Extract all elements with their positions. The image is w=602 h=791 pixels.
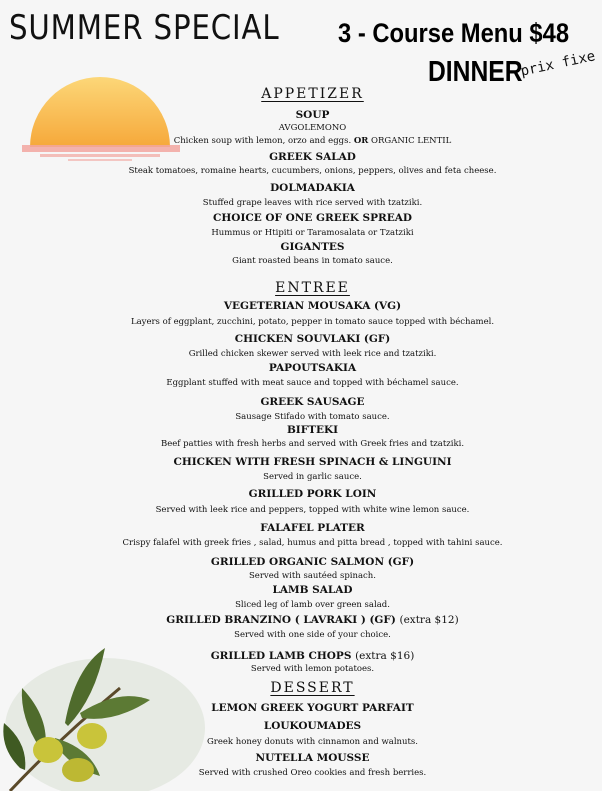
section-entree: ENTREE [275,280,350,296]
entree-grilled-branzino-extra: (extra $12) [399,614,459,626]
dessert-nutella-mousse: NUTELLA MOUSSE [255,752,370,764]
entree-greek-sausage: GREEK SAUSAGE [260,396,365,408]
entree-papoutsakia: PAPOUTSAKIA [268,362,357,374]
entree-grilled-lamb-chops-extra: (extra $16) [355,650,415,662]
entree-chicken-souvlaki: CHICKEN SOUVLAKI (GF) [234,333,391,345]
entree-falafel-plater-desc: Crispy falafel with greek fries , salad, humus and pitta bread , topped with tahini sauce. [122,538,503,548]
entree-bifteki-desc: Beef patties with fresh herbs and served with Greek fries and tzatziki. [160,439,465,449]
appetizer-greek-salad: GREEK SALAD [269,151,356,163]
entree-grilled-lamb-chops [0,650,602,662]
soup-desc-a: Chicken soup with lemon, orzo and eggs. [173,136,352,146]
entree-papoutsakia-desc: Eggplant stuffed with meat sauce and topped with béchamel sauce. [166,378,459,388]
appetizer-dolmadakia: DOLMADAKIA [270,182,355,194]
dessert-nutella-mousse-desc: Served with crushed Oreo cookies and fresh berries. [198,768,427,778]
entree-lamb-salad-desc: Sliced leg of lamb over green salad. [235,600,390,610]
entree-lamb-salad: LAMB SALAD [272,584,353,596]
appetizer-gigantes: GIGANTES [280,241,345,253]
appetizer-gigantes-desc: Giant roasted beans in tomato sauce. [232,256,393,266]
entree-chicken-spinach-linguini: CHICKEN WITH FRESH SPINACH & LINGUINI [173,456,452,468]
entree-bifteki: BIFTEKI [286,424,339,436]
soup-desc-or: OR [353,136,369,146]
entree-grilled-branzino-desc: Served with one side of your choice. [234,630,391,640]
appetizer-greek-spread-desc: Hummus or Htipiti or Taramosalata or Tzatziki [211,228,414,238]
appetizer-soup-sub: AVGOLEMONO [278,123,347,133]
entree-grilled-pork-loin: GRILLED PORK LOIN [248,488,377,500]
entree-grilled-lamb-chops-name: GRILLED LAMB CHOPS [210,650,352,662]
section-dessert: DESSERT [270,680,355,696]
course-price: 3 - Course Menu $48 [338,18,570,48]
entree-chicken-souvlaki-desc: Grilled chicken skewer served with leek rice and tzatziki. [188,349,437,359]
appetizer-soup-desc [0,136,602,146]
prix-fixe-tag: prix fixe [519,48,597,80]
menu-title: SUMMER SPECIAL [9,8,280,48]
entree-falafel-plater: FALAFEL PLATER [260,522,365,534]
entree-mousaka: VEGETERIAN MOUSAKA (VG) [223,300,402,312]
entree-grilled-pork-loin-desc: Served with leek rice and peppers, topped with white wine lemon sauce. [155,505,470,515]
dessert-lemon-yogurt-parfait: LEMON GREEK YOGURT PARFAIT [211,702,414,714]
meal-label: DINNER [428,56,523,88]
entree-grilled-lamb-chops-desc: Served with lemon potatoes. [250,664,375,674]
entree-grilled-organic-salmon-desc: Served with sautéed spinach. [248,571,376,581]
appetizer-greek-spread: CHOICE OF ONE GREEK SPREAD [213,212,412,224]
entree-grilled-branzino-name: GRILLED BRANZINO ( LAVRAKI ) (GF) [166,614,396,626]
appetizer-dolmadakia-desc: Stuffed grape leaves with rice served with tzatziki. [202,198,423,208]
dessert-loukoumades: LOUKOUMADES [263,720,362,732]
soup-desc-b: ORGANIC LENTIL [371,136,452,146]
entree-chicken-spinach-linguini-desc: Served in garlic sauce. [263,472,362,482]
section-appetizer: APPETIZER [261,86,364,102]
entree-grilled-organic-salmon: GRILLED ORGANIC SALMON (GF) [210,556,415,568]
appetizer-soup: SOUP [295,109,330,121]
appetizer-greek-salad-desc: Steak tomatoes, romaine hearts, cucumbers, onions, peppers, olives and feta cheese. [128,166,497,176]
entree-greek-sausage-desc: Sausage Stifado with tomato sauce. [235,412,390,422]
entree-mousaka-desc: Layers of eggplant, zucchini, potato, pepper in tomato sauce topped with béchamel. [130,317,495,327]
entree-grilled-branzino [0,614,602,626]
dessert-loukoumades-desc: Greek honey donuts with cinnamon and walnuts. [207,737,418,747]
